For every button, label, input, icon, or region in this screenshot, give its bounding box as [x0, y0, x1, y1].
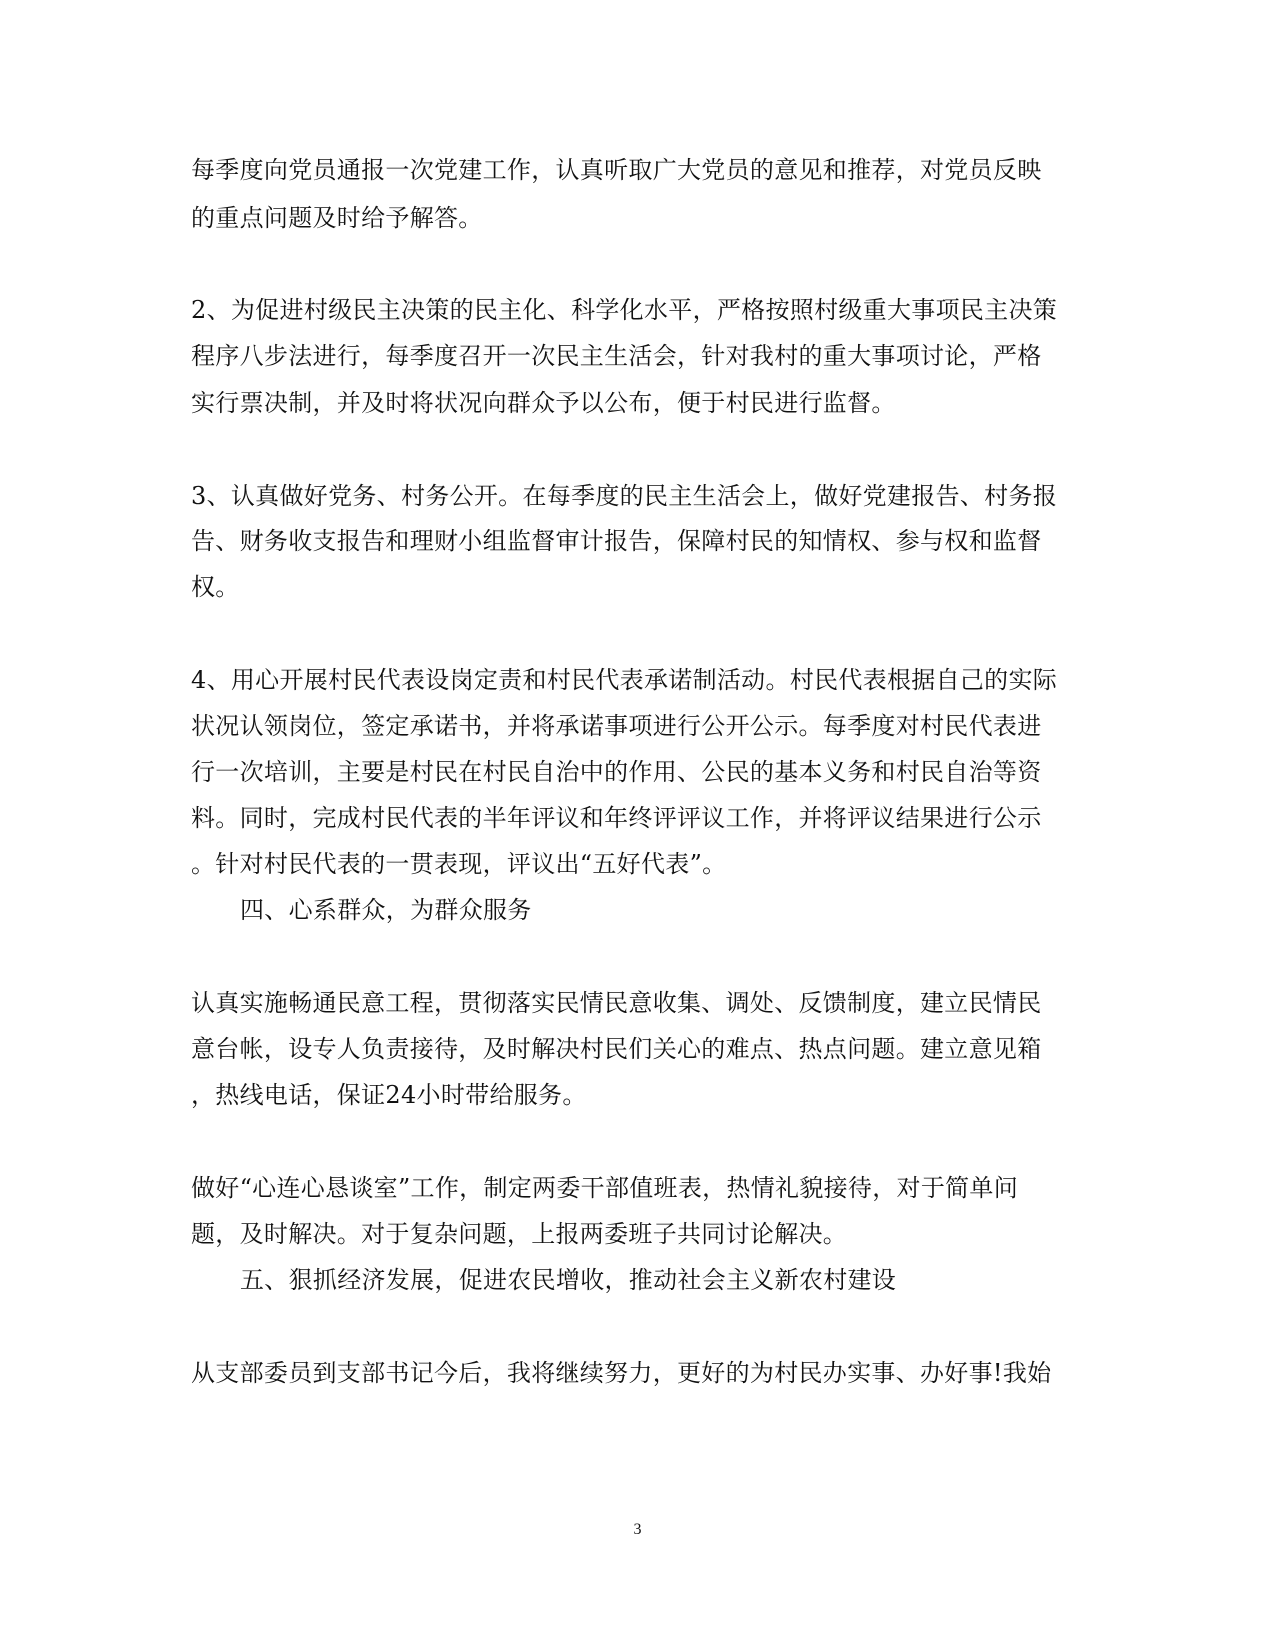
page-number: 3	[633, 1521, 642, 1538]
paragraph-3-line-2: 告、财务收支报告和理财小组监督审计报告，保障村民的知情权、参与权和监督	[191, 527, 1042, 555]
paragraph-4-line-2: 状况认领岗位，签定承诺书，并将承诺事项进行公开公示。每季度对村民代表进	[191, 712, 1042, 740]
paragraph-2-line-1: 2、为促进村级民主决策的民主化、科学化水平，严格按照村级重大事项民主决策	[191, 296, 1058, 324]
paragraph-5-line-3: ，热线电话，保证24小时带给服务。	[191, 1081, 587, 1109]
paragraph-6-line-2: 题，及时解决。对于复杂问题，上报两委班子共同讨论解决。	[191, 1220, 848, 1248]
paragraph-3-line-1: 3、认真做好党务、村务公开。在每季度的民主生活会上，做好党建报告、村务报	[191, 482, 1058, 510]
paragraph-4-line-1: 4、用心开展村民代表设岗定责和村民代表承诺制活动。村民代表根据自己的实际	[191, 666, 1058, 694]
paragraph-2-line-3: 实行票决制，并及时将状况向群众予以公布，便于村民进行监督。	[191, 389, 896, 417]
paragraph-6-line-1: 做好“心连心恳谈室”工作，制定两委干部值班表，热情礼貌接待，对于简单问	[191, 1174, 1019, 1202]
section-heading-5: 五、狠抓经济发展，促进农民增收，推动社会主义新农村建设	[240, 1266, 897, 1294]
paragraph-5-line-1: 认真实施畅通民意工程，贯彻落实民情民意收集、调处、反馈制度，建立民情民	[191, 989, 1042, 1017]
paragraph-3-line-3: 权。	[191, 573, 240, 601]
paragraph-5-line-2: 意台帐，设专人负责接待，及时解决村民们关心的难点、热点问题。建立意见箱	[191, 1035, 1042, 1063]
section-heading-4: 四、心系群众，为群众服务	[240, 896, 532, 924]
paragraph-4-line-3: 行一次培训，主要是村民在村民自治中的作用、公民的基本义务和村民自治等资	[191, 758, 1042, 786]
paragraph-2-line-2: 程序八步法进行，每季度召开一次民主生活会，针对我村的重大事项讨论，严格	[191, 342, 1042, 370]
paragraph-1-line-2: 的重点问题及时给予解答。	[191, 204, 483, 232]
paragraph-4-line-5: 。针对村民代表的一贯表现，评议出“五好代表”。	[191, 850, 727, 878]
paragraph-4-line-4: 料。同时，完成村民代表的半年评议和年终评评议工作，并将评议结果进行公示	[191, 804, 1042, 832]
paragraph-1-line-1: 每季度向党员通报一次党建工作，认真听取广大党员的意见和推荐，对党员反映	[191, 156, 1042, 184]
paragraph-7-line-1: 从支部委员到支部书记今后，我将继续努力，更好的为村民办实事、办好事!我始	[191, 1359, 1052, 1387]
